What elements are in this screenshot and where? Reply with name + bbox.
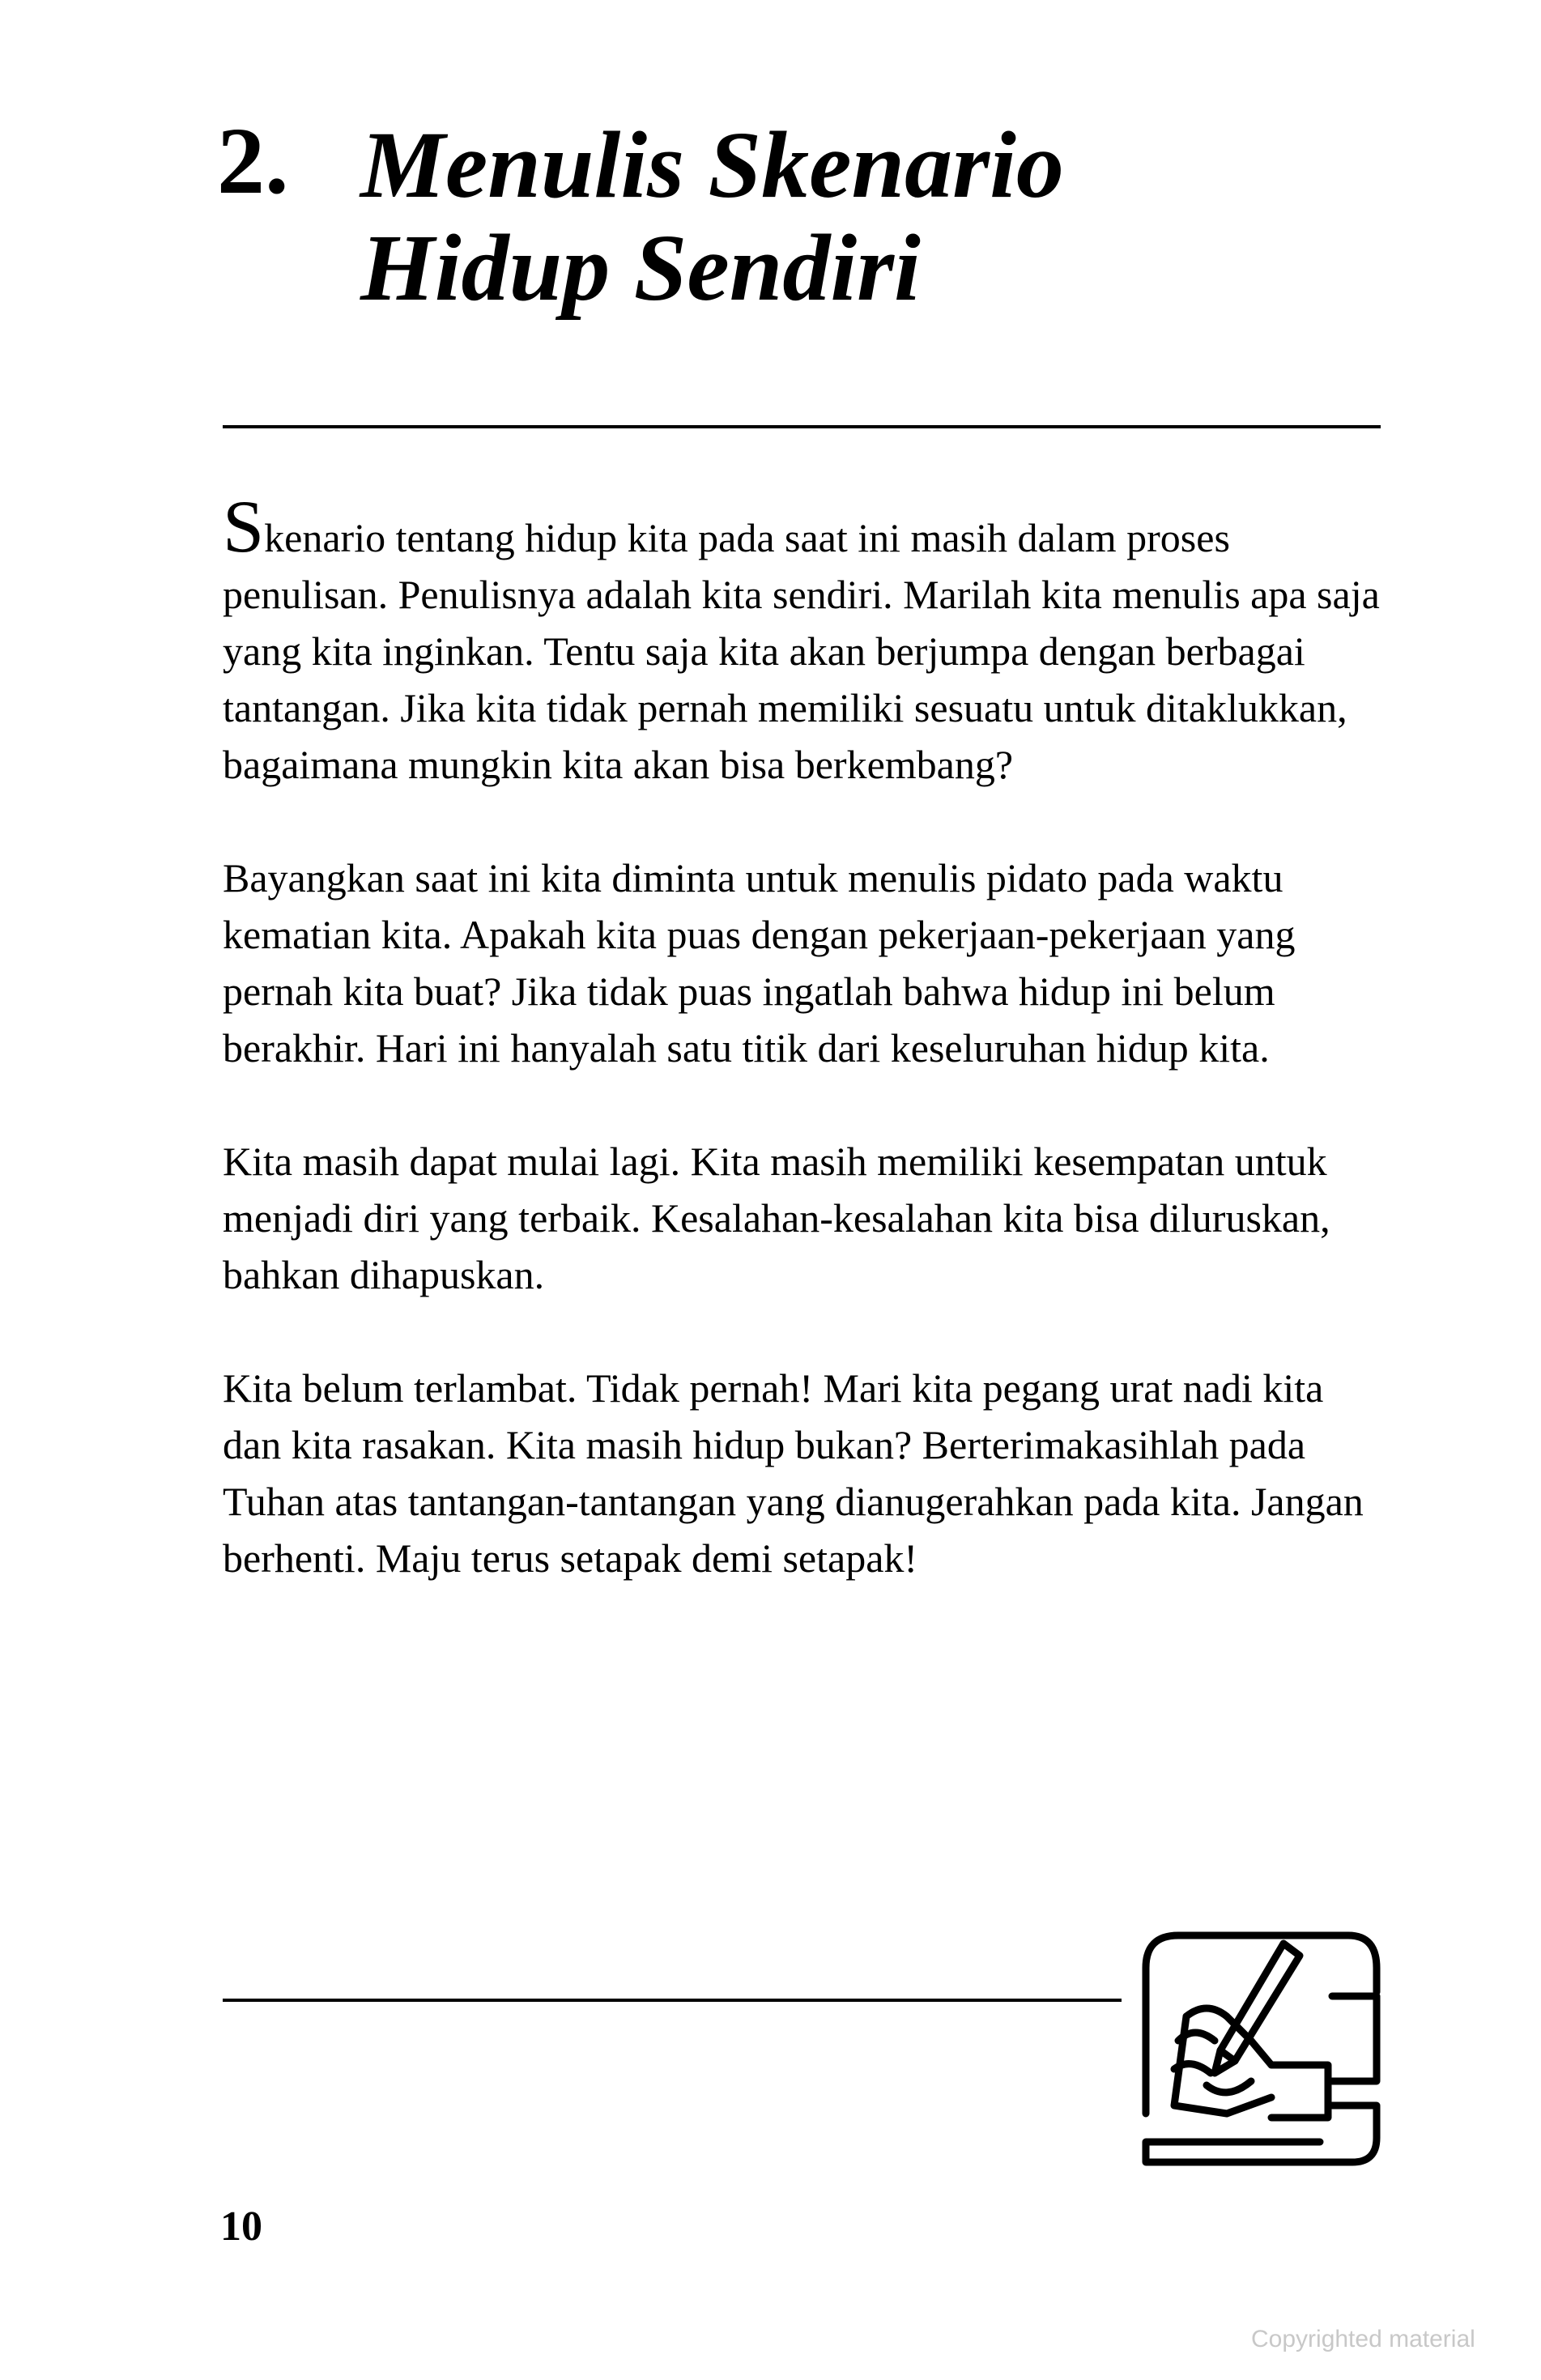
hand-writing-icon bbox=[1130, 1919, 1397, 2178]
bottom-divider bbox=[223, 1999, 1122, 2002]
body-text bbox=[223, 485, 1389, 1643]
watermark: Copyrighted material bbox=[1251, 2326, 1475, 2352]
paragraph-2: Bayangkan saat ini kita diminta untuk menulis pidato pada waktu kematian kita. Apakah kita puas dengan pekerjaan-pekerjaan yang pernah kita buat? Jika tidak puas ingatlah bahwa hidup ini belum berakhir. Hari ini hanyalah satu titik dari keseluruhan hidup kita. bbox=[223, 855, 1296, 1071]
chapter-number: 2. bbox=[217, 108, 289, 214]
dropcap: S bbox=[223, 485, 265, 568]
title-divider bbox=[223, 425, 1381, 428]
chapter-title bbox=[360, 113, 1413, 320]
chapter-title-line-2: Hidup Sendiri bbox=[360, 215, 921, 321]
paragraph-1 bbox=[223, 485, 1389, 793]
chapter-title-line-1: Menulis Skenario bbox=[360, 112, 1064, 218]
paragraph-3: Kita masih dapat mulai lagi. Kita masih memiliki kesempatan untuk menjadi diri yang terbaik. Kesalahan-kesalahan kita bisa diluruskan, bahkan dihapuskan. bbox=[223, 1139, 1330, 1297]
paragraph-1-text: kenario tentang hidup kita pada saat ini masih dalam proses penulisan. Penulisnya adalah kita sendiri. Marilah kita menulis apa saja yang kita inginkan. Tentu saja kita akan berjumpa dengan berbagai tantangan. Jika kita tidak pernah memiliki sesuatu untuk ditaklukkan, bagaimana mungkin kita akan bisa berkembang? bbox=[223, 515, 1380, 787]
page-number: 10 bbox=[220, 2203, 262, 2250]
paragraph-4: Kita belum terlambat. Tidak pernah! Mari kita pegang urat nadi kita dan kita rasakan. Kita masih hidup bukan? Berterimakasihlah pada Tuhan atas tantangan-tantangan yang dianugerahkan pada kita. Jangan berhenti. Maju terus setapak demi setapak! bbox=[223, 1365, 1364, 1581]
